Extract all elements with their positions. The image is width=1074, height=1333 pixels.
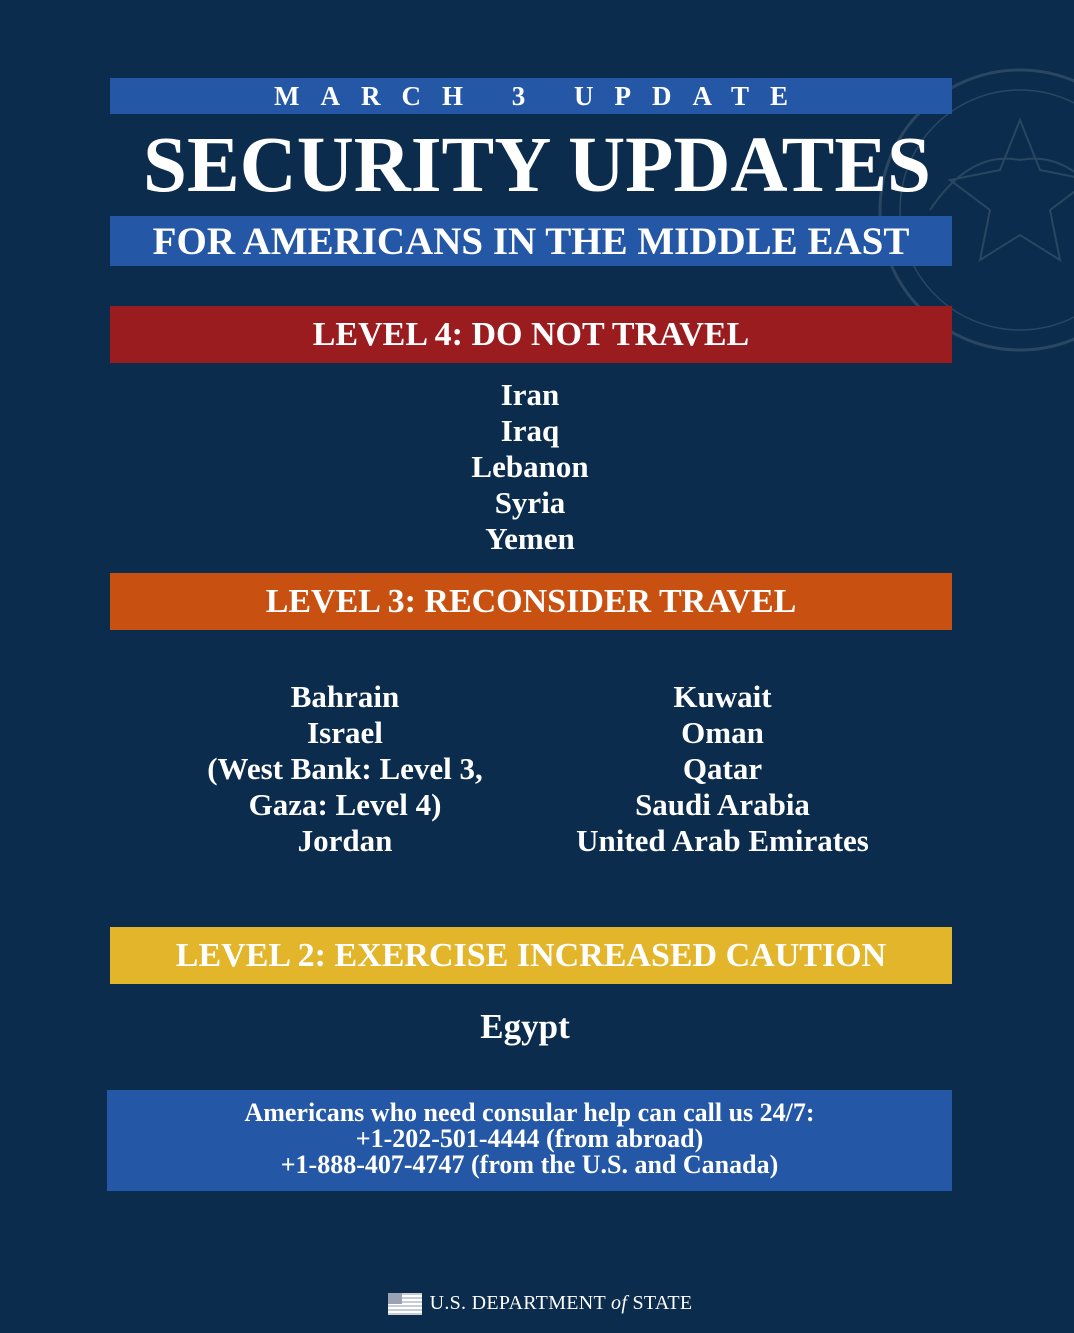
country-item: Israel	[307, 715, 383, 750]
contact-intro: Americans who need consular help can call us 24/7:	[244, 1098, 815, 1127]
country-item: Oman	[681, 715, 764, 750]
level-3-label: LEVEL 3: RECONSIDER TRAVEL	[265, 582, 797, 620]
country-item: Jordan	[297, 823, 393, 858]
country-item: Yemen	[485, 521, 575, 556]
footer-logo	[0, 1292, 1074, 1315]
country-item: Qatar	[682, 751, 763, 786]
level-2-label: LEVEL 2: EXERCISE INCREASED CAUTION	[175, 936, 887, 974]
country-item: Saudi Arabia	[635, 787, 810, 822]
contact-phone-domestic: +1-888-407-4747 (from the U.S. and Canada)	[280, 1150, 779, 1179]
consular-contact-box	[107, 1090, 952, 1191]
country-item: United Arab Emirates	[576, 823, 869, 858]
contact-phone-abroad: +1-202-501-4444 (from abroad)	[355, 1124, 704, 1153]
level-3-country-list-right	[520, 679, 925, 859]
level-4-country-list	[0, 377, 1060, 557]
subtitle-banner	[110, 216, 952, 266]
country-item: Iran	[500, 377, 560, 412]
level-2-country-list	[0, 1007, 1050, 1047]
subtitle-text: FOR AMERICANS IN THE MIDDLE EAST	[152, 219, 910, 263]
level-4-label: LEVEL 4: DO NOT TRAVEL	[312, 315, 750, 353]
level-3-banner	[110, 573, 952, 630]
us-flag-icon	[388, 1293, 422, 1315]
level-2-banner	[110, 927, 952, 984]
country-item: Kuwait	[673, 679, 772, 714]
country-item: Lebanon	[471, 449, 589, 484]
level-3-country-list-left	[140, 679, 550, 859]
country-note: Gaza: Level 4)	[248, 787, 442, 822]
update-date-text: MARCH 3 UPDATE	[274, 80, 809, 111]
country-item: Egypt	[480, 1007, 570, 1046]
update-date-banner	[110, 78, 952, 114]
country-item: Iraq	[500, 413, 560, 448]
country-note: (West Bank: Level 3,	[207, 751, 483, 786]
level-4-banner	[110, 306, 952, 363]
page-title: SECURITY UPDATES	[143, 122, 931, 209]
footer-org-name: U.S. DEPARTMENT of STATE	[429, 1292, 693, 1314]
country-item: Bahrain	[290, 679, 400, 714]
country-item: Syria	[494, 485, 566, 520]
